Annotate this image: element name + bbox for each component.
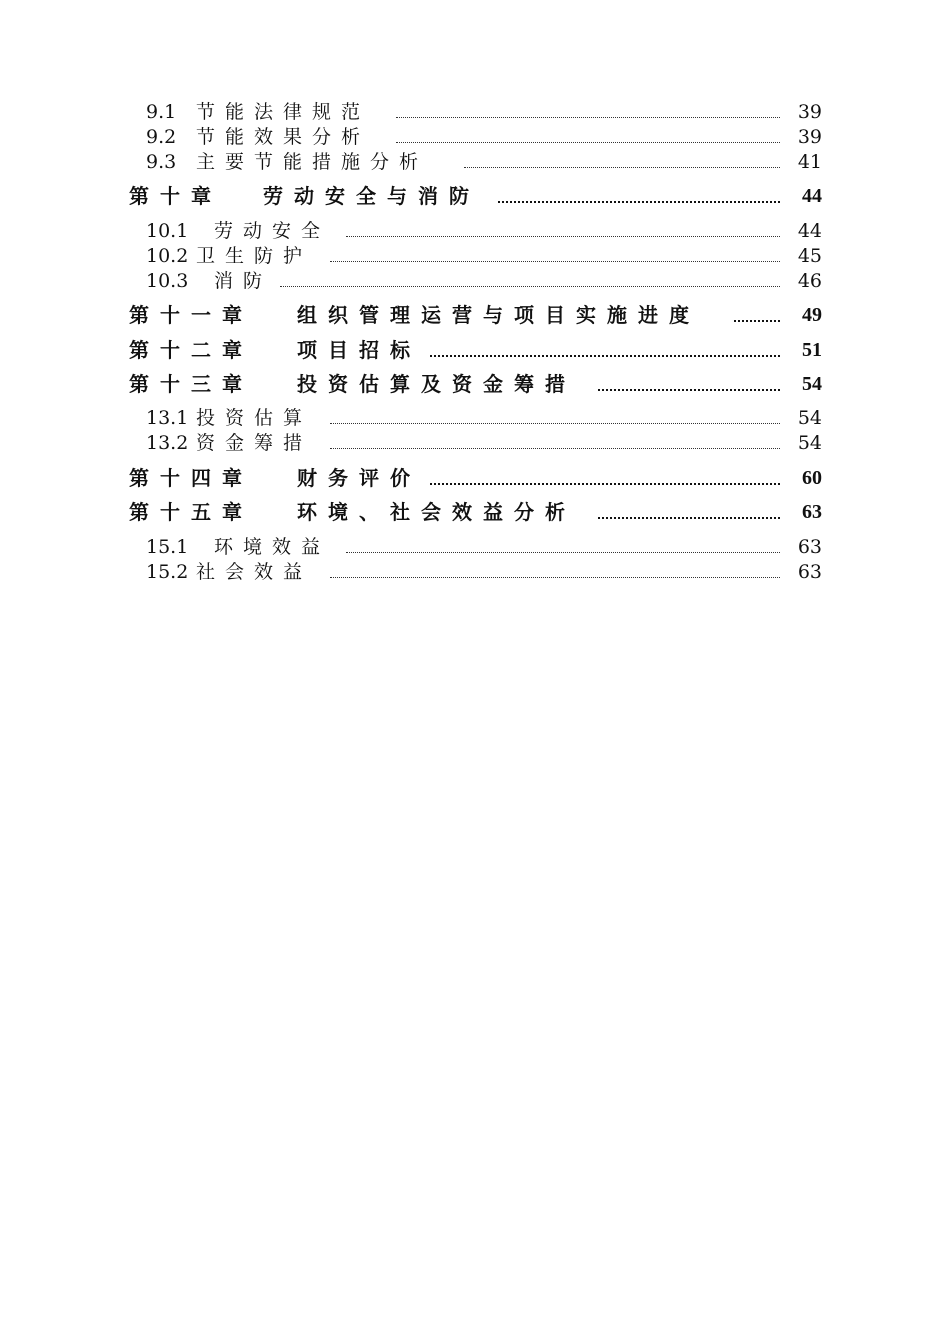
- toc-entry-number: 第十二章: [129, 338, 253, 362]
- toc-entry-number: 第十三章: [129, 372, 253, 396]
- toc-entry-title: 节能法律规范: [196, 101, 371, 123]
- toc-entry-page: 51: [802, 339, 822, 361]
- toc-entry-page: 60: [802, 467, 822, 489]
- toc-dot-leader: [396, 117, 780, 118]
- toc-entry-title: 资金筹措: [196, 432, 313, 454]
- toc-chapter-11[interactable]: [0, 302, 950, 328]
- toc-entry-page: 39: [797, 101, 822, 123]
- toc-entry-page: 46: [797, 270, 822, 292]
- toc-entry-page: 39: [797, 126, 822, 148]
- toc-dot-leader: [280, 286, 780, 287]
- toc-entry-title: 卫生防护: [196, 245, 313, 267]
- toc-entry-page: 63: [797, 561, 822, 583]
- toc-entry-number: 第十章: [129, 184, 222, 208]
- toc-entry-title: 社会效益: [196, 561, 313, 583]
- toc-entry-label: [146, 430, 318, 456]
- toc-chapter-14[interactable]: [0, 465, 950, 491]
- toc-dot-leader: [346, 552, 780, 553]
- toc-entry-title: 组织管理运营与项目实施进度: [297, 303, 700, 327]
- toc-dot-leader: [498, 201, 780, 203]
- toc-entry-label: [146, 124, 376, 150]
- toc-entry-number: 15.2: [146, 561, 189, 583]
- toc-entry-page: 54: [797, 432, 822, 454]
- toc-entry-label: [129, 337, 427, 363]
- toc-entry-number: 10.3: [146, 270, 189, 292]
- toc-entry-page: 49: [802, 304, 822, 326]
- toc-entry-title: 环境、社会效益分析: [297, 500, 576, 524]
- toc-entry-label: [129, 183, 486, 209]
- toc-entry-13-1[interactable]: [0, 405, 950, 431]
- toc-dot-leader: [464, 167, 780, 168]
- toc-entry-10-1[interactable]: [0, 218, 950, 244]
- toc-entry-9-3[interactable]: [0, 149, 950, 175]
- toc-entry-title: 项目招标: [297, 338, 421, 362]
- toc-chapter-12[interactable]: [0, 337, 950, 363]
- toc-entry-label: [129, 465, 427, 491]
- toc-entry-10-3[interactable]: [0, 268, 950, 294]
- toc-entry-label: [146, 534, 336, 560]
- toc-entry-label: [129, 499, 582, 525]
- toc-entry-page: 41: [797, 151, 822, 173]
- toc-entry-label: [146, 559, 318, 585]
- toc-entry-label: [146, 99, 376, 125]
- toc-entry-title: 财务评价: [297, 466, 421, 490]
- toc-entry-number: 9.1: [146, 101, 177, 123]
- toc-entry-number: 13.1: [146, 407, 189, 429]
- toc-dot-leader: [396, 142, 780, 143]
- toc-entry-title: 节能效果分析: [196, 126, 371, 148]
- toc-entry-15-1[interactable]: [0, 534, 950, 560]
- toc-entry-label: [129, 302, 706, 328]
- toc-entry-number: 第十五章: [129, 500, 253, 524]
- toc-entry-title: 劳动安全: [214, 220, 331, 242]
- toc-chapter-13[interactable]: [0, 371, 950, 397]
- toc-dot-leader: [430, 355, 780, 357]
- toc-chapter-10[interactable]: [0, 183, 950, 209]
- toc-entry-15-2[interactable]: [0, 559, 950, 585]
- toc-entry-number: 15.1: [146, 536, 189, 558]
- toc-entry-number: 13.2: [146, 432, 189, 454]
- toc-chapter-15[interactable]: [0, 499, 950, 525]
- toc-entry-number: 10.1: [146, 220, 189, 242]
- toc-dot-leader: [346, 236, 780, 237]
- toc-entry-page: 44: [797, 220, 822, 242]
- toc-entry-page: 63: [802, 501, 822, 523]
- toc-entry-9-2[interactable]: [0, 124, 950, 150]
- toc-entry-9-1[interactable]: [0, 99, 950, 125]
- toc-entry-title: 消防: [214, 270, 273, 292]
- toc-entry-number: 10.2: [146, 245, 189, 267]
- toc-entry-label: [146, 243, 318, 269]
- toc-dot-leader: [330, 423, 780, 424]
- toc-entry-label: [146, 268, 278, 294]
- toc-entry-number: 第十一章: [129, 303, 253, 327]
- toc-dot-leader: [330, 577, 780, 578]
- toc-dot-leader: [734, 320, 780, 322]
- toc-entry-page: 54: [797, 407, 822, 429]
- toc-entry-label: [146, 405, 318, 431]
- toc-dot-leader: [598, 517, 780, 519]
- toc-entry-page: 44: [802, 185, 822, 207]
- toc-entry-title: 投资估算及资金筹措: [297, 372, 576, 396]
- toc-entry-label: [146, 218, 336, 244]
- toc-entry-number: 第十四章: [129, 466, 253, 490]
- toc-entry-title: 主要节能措施分析: [196, 151, 429, 173]
- toc-entry-page: 63: [797, 536, 822, 558]
- toc-dot-leader: [330, 448, 780, 449]
- toc-entry-10-2[interactable]: [0, 243, 950, 269]
- toc-entry-label: [146, 149, 434, 175]
- toc-dot-leader: [598, 389, 780, 391]
- toc-entry-title: 劳动安全与消防: [263, 184, 480, 208]
- toc-entry-label: [129, 371, 582, 397]
- toc-entry-13-2[interactable]: [0, 430, 950, 456]
- toc-dot-leader: [430, 483, 780, 485]
- toc-entry-page: 54: [802, 373, 822, 395]
- toc-entry-number: 9.2: [146, 126, 177, 148]
- toc-entry-number: 9.3: [146, 151, 177, 173]
- toc-entry-title: 投资估算: [196, 407, 313, 429]
- toc-dot-leader: [330, 261, 780, 262]
- toc-entry-title: 环境效益: [214, 536, 331, 558]
- toc-entry-page: 45: [797, 245, 822, 267]
